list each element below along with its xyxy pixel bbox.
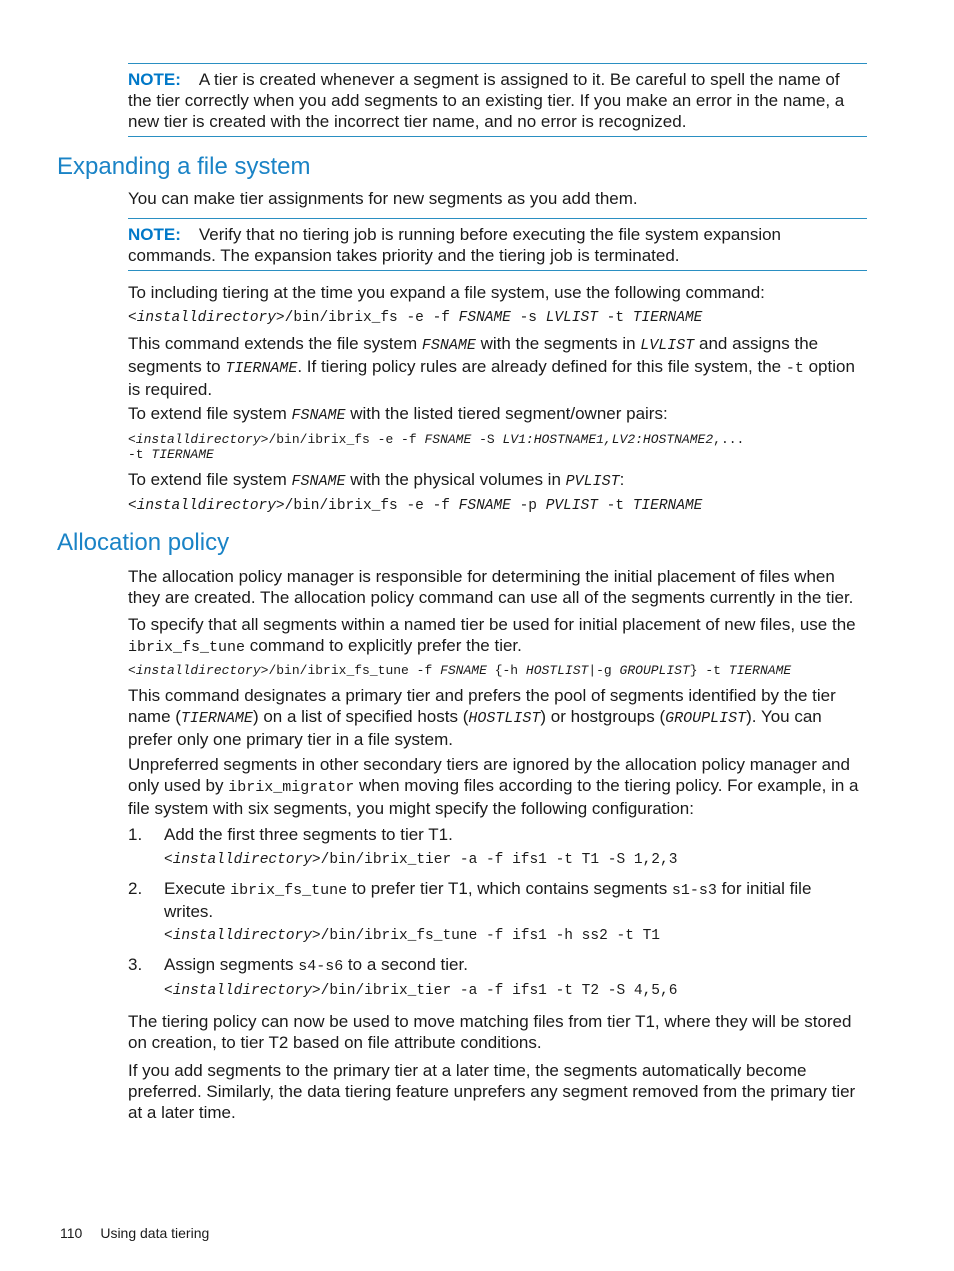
code-block: <installdirectory>/bin/ibrix_fs_tune -f FSNAME {-h HOSTLIST|-g GROUPLIST} -t TIERNAME	[128, 663, 792, 678]
page-number: 110	[60, 1225, 83, 1241]
note-text: Verify that no tiering job is running before executing the file system expansion commands. The expansion takes priority and the tiering job is terminated.	[128, 225, 782, 265]
paragraph: To including tiering at the time you expand a file system, use the following command:	[128, 283, 765, 302]
paragraph: Unpreferred segments in other secondary tiers are ignored by the allocation policy manager and only used by ibrix_migrator when moving files according to the tiering policy. For example, in a file system with six segments, you might specify the following configuration:	[128, 755, 859, 818]
paragraph: This command designates a primary tier and prefers the pool of segments identified by the tier name (TIERNAME) on a list of specified hosts (HOSTLIST) or hostgroups (GROUPLIST). You can prefer only one primary tier in a file system.	[128, 686, 836, 749]
note-label: NOTE:	[128, 70, 181, 89]
page-footer	[60, 1223, 209, 1244]
paragraph: You can make tier assignments for new segments as you add them.	[128, 189, 638, 208]
paragraph: To extend file system FSNAME with the listed tiered segment/owner pairs:	[128, 404, 668, 424]
list-item: Execute ibrix_fs_tune to prefer tier T1, which contains segments s1-s3 for initial file writes.	[164, 879, 812, 921]
list-number: 3.	[128, 955, 143, 974]
paragraph: If you add segments to the primary tier at a later time, the segments automatically become preferred. Similarly, the data tiering feature unprefers any segment removed from the primary tier at a later time.	[128, 1061, 856, 1122]
list-number: 2.	[128, 879, 143, 898]
section-heading-expanding: Expanding a file system	[57, 153, 311, 180]
list-item: Assign segments s4-s6 to a second tier.	[164, 955, 468, 975]
paragraph: To specify that all segments within a named tier be used for initial placement of new files, use the ibrix_fs_tune command to explicitly prefer the tier.	[128, 615, 856, 656]
code-block: <installdirectory>/bin/ibrix_fs -e -f FSNAME -S LV1:HOSTNAME1,LV2:HOSTNAME2,... -t TIERNAME	[128, 432, 745, 462]
paragraph: To extend file system FSNAME with the physical volumes in PVLIST:	[128, 470, 625, 490]
note-label: NOTE:	[128, 225, 181, 244]
footer-section-title: Using data tiering	[100, 1225, 210, 1241]
code-block: <installdirectory>/bin/ibrix_fs_tune -f ifs1 -h ss2 -t T1	[164, 928, 660, 944]
code-block: <installdirectory>/bin/ibrix_tier -a -f ifs1 -t T2 -S 4,5,6	[164, 983, 678, 999]
section-heading-allocation: Allocation policy	[57, 529, 230, 556]
paragraph: The tiering policy can now be used to move matching files from tier T1, where they will be stored on creation, to tier T2 based on file attribute conditions.	[128, 1012, 852, 1052]
code-block: <installdirectory>/bin/ibrix_tier -a -f ifs1 -t T1 -S 1,2,3	[164, 852, 678, 868]
note-text: A tier is created whenever a segment is assigned to it. Be careful to spell the name of the tier correctly when you add segments to an existing tier. If you make an error in the name, a new tier is created with the incorrect tier name, and no error is recognized.	[128, 70, 845, 131]
code-block: <installdirectory>/bin/ibrix_fs -e -f FSNAME -p PVLIST -t TIERNAME	[128, 498, 703, 514]
note-box	[128, 218, 867, 271]
note-box	[128, 63, 867, 137]
paragraph: This command extends the file system FSNAME with the segments in LVLIST and assigns the segments to TIERNAME. If tiering policy rules are already defined for this file system, the -t option is required.	[128, 334, 855, 399]
list-item: Add the first three segments to tier T1.	[164, 825, 453, 844]
code-block: <installdirectory>/bin/ibrix_fs -e -f FSNAME -s LVLIST -t TIERNAME	[128, 310, 703, 326]
paragraph: The allocation policy manager is responsible for determining the initial placement of files when they are created. The allocation policy command can use all of the segments currently in the tier.	[128, 567, 854, 607]
list-number: 1.	[128, 825, 143, 844]
